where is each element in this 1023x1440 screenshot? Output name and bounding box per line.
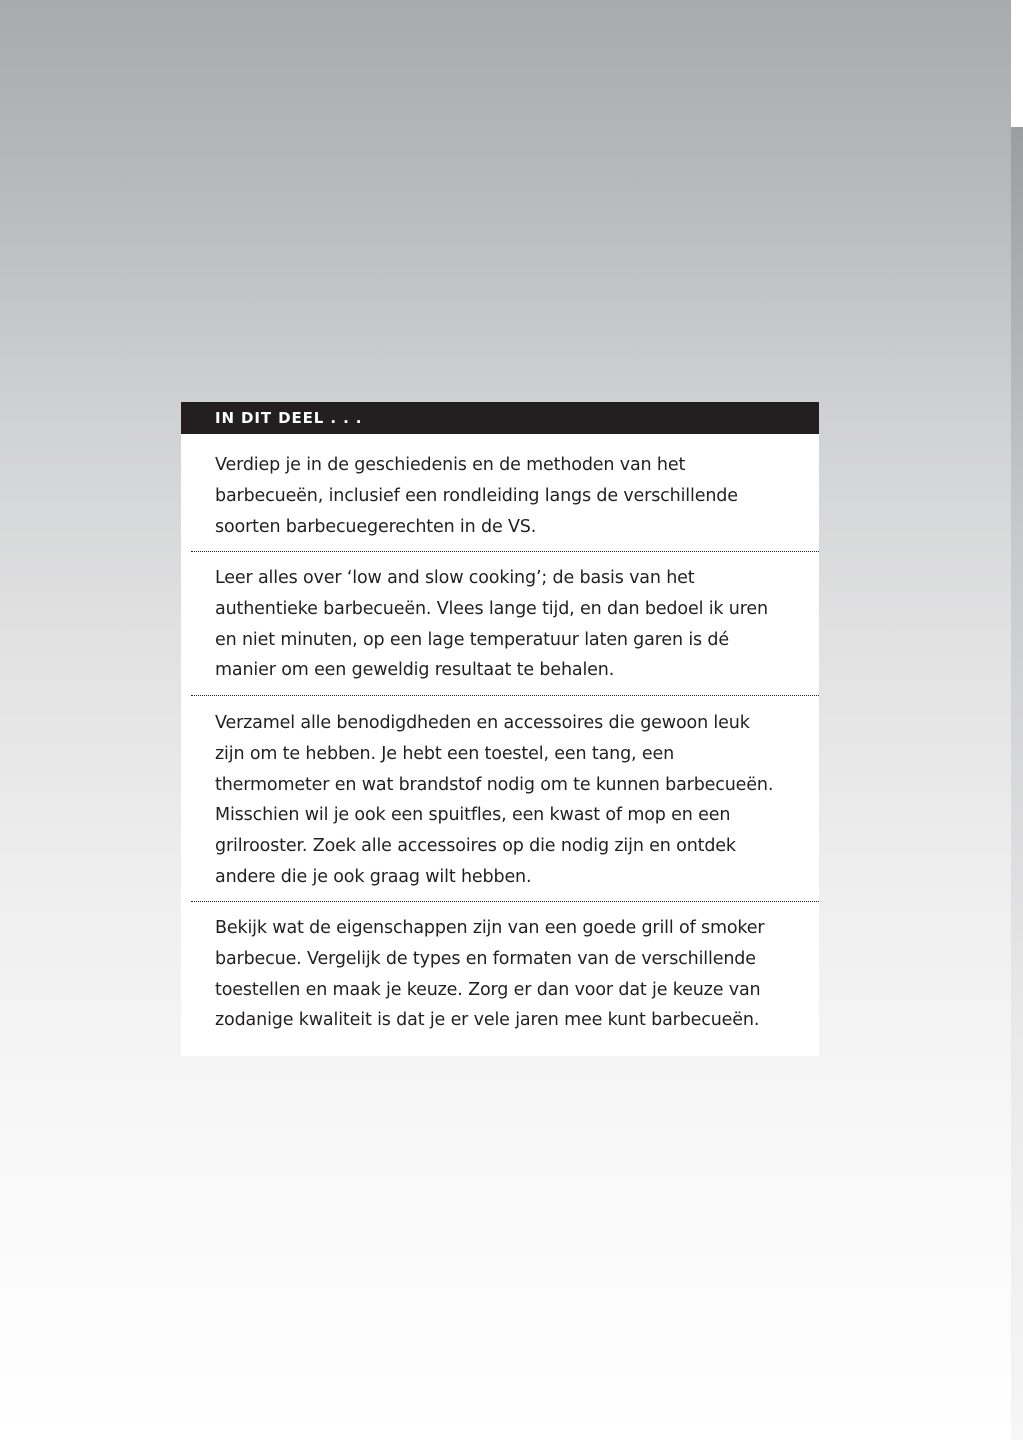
item-line: barbecue. Vergelijk de types en formaten van de verschillende bbox=[215, 948, 756, 969]
item-line: manier om een geweldig resultaat te behalen. bbox=[215, 660, 615, 681]
item-line: Verdiep je in de geschiedenis en de methoden van het bbox=[215, 455, 686, 475]
panel-item-3 bbox=[181, 708, 819, 893]
item-line: zodanige kwaliteit is dat je er vele jaren mee kunt barbecueën. bbox=[215, 1010, 760, 1031]
item-line: authentieke barbecueën. Vlees lange tijd, en dan bedoel ik uren bbox=[215, 598, 768, 619]
item-line: andere die je ook graag wilt hebben. bbox=[215, 866, 532, 887]
panel-item-1 bbox=[181, 450, 819, 542]
item-line: Verzamel alle benodigdheden en accessoires die gewoon leuk bbox=[215, 713, 750, 733]
in-this-part-panel bbox=[181, 402, 819, 1056]
item-line: barbecueën, inclusief een rondleiding langs de verschillende bbox=[215, 485, 738, 506]
item-line: Leer alles over ‘low and slow cooking’; de basis van het bbox=[215, 568, 695, 588]
item-line: toestellen en maak je keuze. Zorg er dan voor dat je keuze van bbox=[215, 979, 761, 1000]
item-line: thermometer en wat brandstof nodig om te kunnen barbecueën. bbox=[215, 774, 774, 795]
item-line: grilrooster. Zoek alle accessoires op die nodig zijn en ontdek bbox=[215, 836, 736, 857]
item-divider bbox=[191, 551, 819, 552]
item-line: en niet minuten, op een lage temperatuur laten garen is dé bbox=[215, 629, 730, 650]
item-line: Bekijk wat de eigenschappen zijn van een goede grill of smoker bbox=[215, 918, 765, 938]
item-line: Misschien wil je ook een spuitfles, een kwast of mop en een bbox=[215, 805, 731, 826]
item-divider bbox=[191, 695, 819, 696]
panel-heading: IN DIT DEEL . . . bbox=[181, 402, 819, 434]
item-line: zijn om te hebben. Je hebt een toestel, een tang, een bbox=[215, 743, 675, 764]
panel-item-2 bbox=[181, 563, 819, 686]
page-edge-tab bbox=[1011, 127, 1023, 1440]
item-line: soorten barbecuegerechten in de VS. bbox=[215, 516, 537, 537]
panel-item-4 bbox=[181, 913, 819, 1036]
item-divider bbox=[191, 901, 819, 902]
